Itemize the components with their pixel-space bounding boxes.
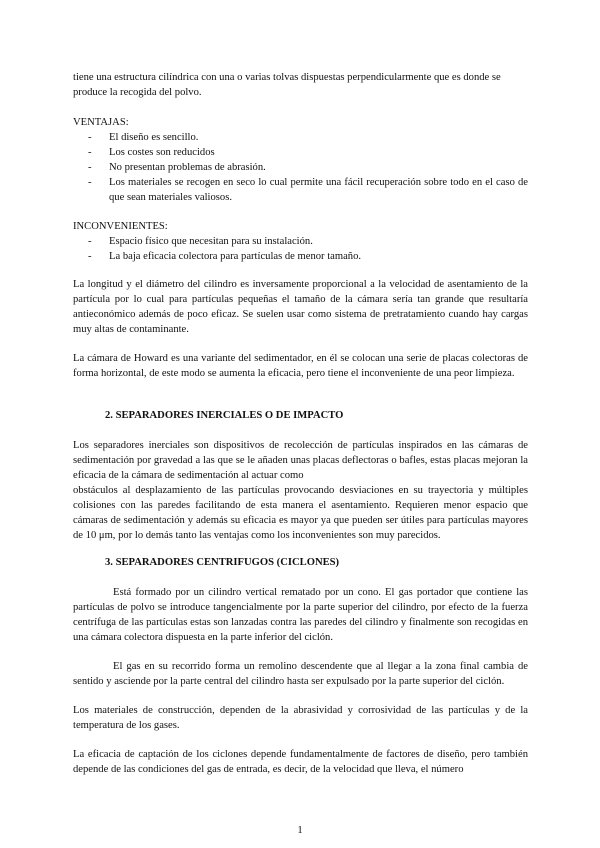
section-heading-inerciales: 2. SEPARADORES INERCIALES O DE IMPACTO (105, 410, 344, 421)
page-number: 1 (297, 825, 303, 836)
ventajas-item: - No presentan problemas de abrasión. (88, 160, 528, 175)
ventajas-item: - Los materiales se recogen en seco lo cual permite una fácil recuperación sobre todo en el caso de que sean materiales valiosos. (88, 175, 528, 205)
paragraph-inerciales-b: obstáculos al desplazamiento de las partículas provocando desviaciones en su trayectoria y múltiples colisiones con las paredes facilitando de esta manera el asentamiento. Requieren menor espacio que cámaras de sedimentación y además su eficacia es mayor ya que pueden ser útiles para partículas mayores de 10 μm, por lo demás tanto las ventajas como los inconvenientes son muy parecidos. (73, 485, 528, 541)
ventajas-item: - El diseño es sencillo. (88, 130, 528, 145)
inconvenientes-item: - Espacio físico que necesitan para su instalación. (88, 234, 528, 249)
section-heading-ciclones: 3. SEPARADORES CENTRIFUGOS (CICLONES) (105, 557, 340, 568)
paragraph-ciclon-descripcion: Está formado por un cilindro vertical rematado por un cono. El gas portador que contiene las partículas de polvo se introduce tangencialmente por la parte superior del cilindro, por efecto de la fuerza centrífuga de las partículas estas son lanzadas contra las paredes del cilindro y finalmente son recogidas en una cámara colectora dispuesta en la parte inferior del ciclón. (73, 587, 528, 643)
intro-paragraph: tiene una estructura cilíndrica con una o varias tolvas dispuestas perpendicularmente que es donde se produce la recogida del polvo. (73, 72, 501, 98)
ventajas-list (88, 130, 528, 205)
paragraph-inerciales-a: Los separadores inerciales son dispositivos de recolección de partículas inspirados en las cámaras de sedimentación por gravedad a las que se le añaden unas placas deflectoras o bafles, estas placas mejoran la eficacia de la cámara de sedimentación al actuar como (73, 440, 528, 481)
paragraph-howard: La cámara de Howard es una variante del sedimentador, en él se colocan una serie de placas colectoras de forma horizontal, de este modo se aumenta la eficacia, pero tiene el inconveniente de una peor limpieza. (73, 353, 528, 379)
ventajas-title: VENTAJAS: (73, 117, 129, 128)
paragraph-ciclon-remolino: El gas en su recorrido forma un remolino descendente que al llegar a la zona final cambia de sentido y asciende por la parte central del cilindro hasta ser expulsado por la parte superior del ciclón. (73, 661, 528, 687)
paragraph-longitud: La longitud y el diámetro del cilindro es inversamente proporcional a la velocidad de asentamiento de la partícula por lo cual para partículas pequeñas el tamaño de la cámara sería tan grande que resultaría antieconómico además de poco eficaz. Se suelen usar como sistema de pretratamiento cuando hay cargas muy altas de contaminante. (73, 279, 528, 335)
paragraph-materiales: Los materiales de construcción, dependen de la abrasividad y corrosividad de las partículas y de la temperatura de los gases. (73, 705, 528, 731)
inconvenientes-item: - La baja eficacia colectora para partículas de menor tamaño. (88, 249, 528, 264)
inconvenientes-list (88, 234, 528, 264)
inconvenientes-title: INCONVENIENTES: (73, 221, 168, 232)
ventajas-item: - Los costes son reducidos (88, 145, 528, 160)
paragraph-eficacia: La eficacia de captación de los ciclones depende fundamentalmente de factores de diseño, pero también depende de las condiciones del gas de entrada, es decir, de la velocidad que lleva, el número (73, 749, 528, 775)
